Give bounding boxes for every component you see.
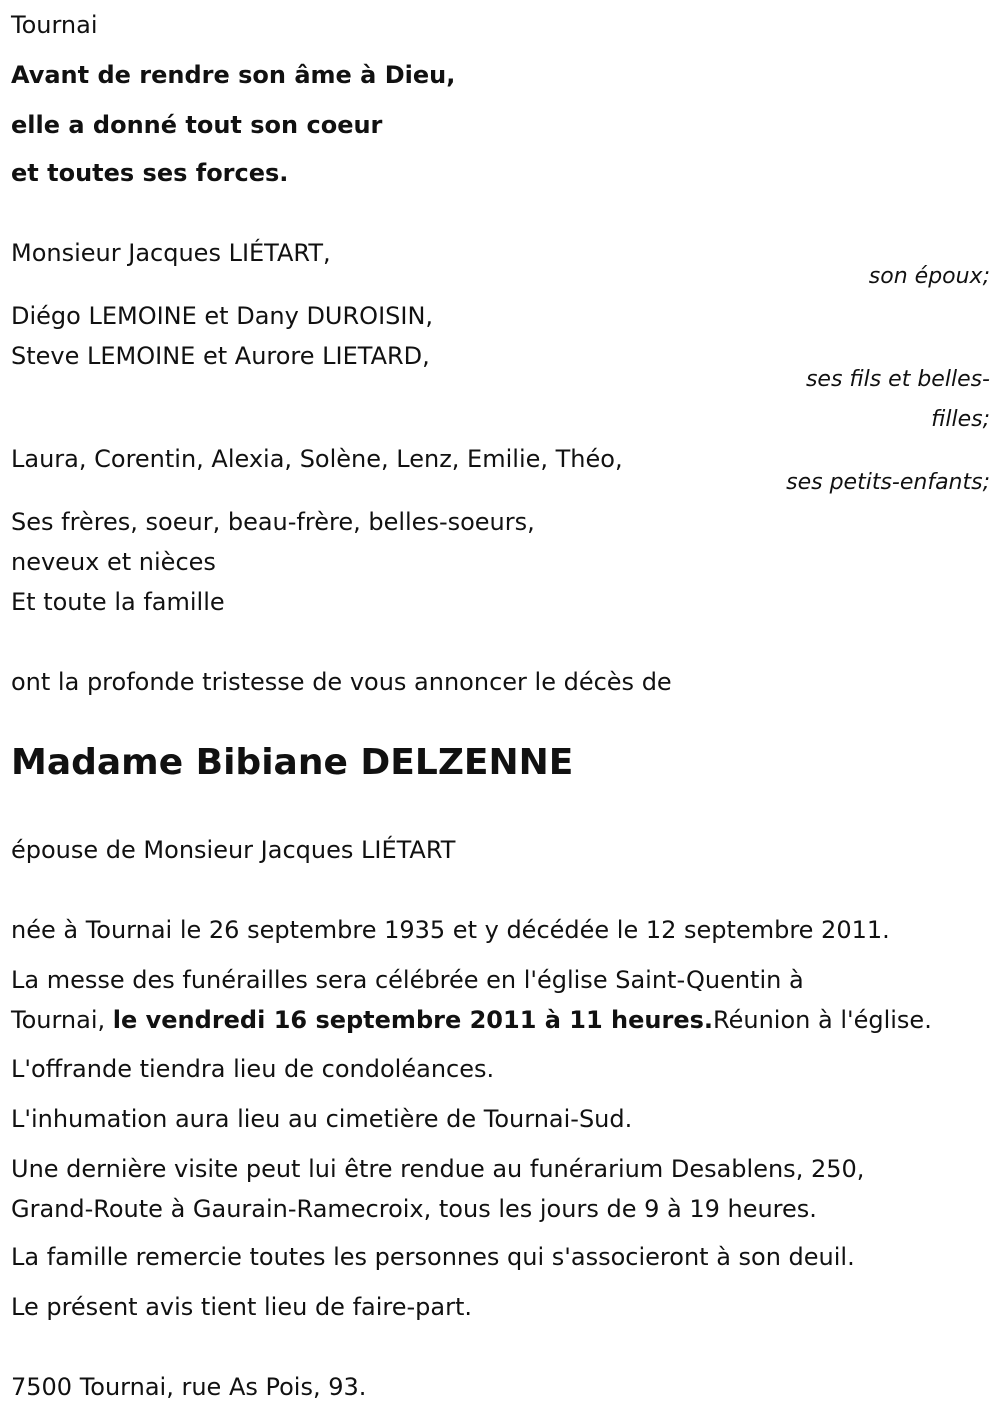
visit-line-2: Grand-Route à Gaurain-Ramecroix, tous les jours de 9 à 19 heures. <box>11 1195 817 1223</box>
visit-line-1: Une dernière visite peut lui être rendue au funérarium Desablens, 250, <box>11 1155 865 1183</box>
other-family-line-3: Et toute la famille <box>11 588 225 616</box>
other-family-line-1: Ses frères, soeur, beau-frère, belles-soeurs, <box>11 508 535 536</box>
verse-line-1: Avant de rendre son âme à Dieu, <box>11 61 456 89</box>
mass-date-time: le vendredi 16 septembre 2011 à 11 heures. <box>112 1006 714 1034</box>
inhumation-line: L'inhumation aura lieu au cimetière de Tournai-Sud. <box>11 1105 633 1133</box>
offrande-line: L'offrande tiendra lieu de condoléances. <box>11 1055 495 1083</box>
spouse-name: Monsieur Jacques LIÉTART, <box>11 239 331 267</box>
son-line-1: Diégo LEMOINE et Dany DUROISIN, <box>11 302 434 330</box>
mass-line-1: La messe des funérailles sera célébrée en l'église Saint-Quentin à <box>11 966 804 994</box>
birth-death-line: née à Tournai le 26 septembre 1935 et y décédée le 12 septembre 2011. <box>11 916 890 944</box>
mass-line-2 <box>11 1005 932 1035</box>
verse-line-2: elle a donné tout son coeur <box>11 111 383 139</box>
other-family-line-2: neveux et nièces <box>11 548 216 576</box>
sons-relation-line-1: ses fils et belles- <box>805 367 990 392</box>
spouse-line: épouse de Monsieur Jacques LIÉTART <box>11 836 456 864</box>
mass-line-2-start: Tournai, <box>11 1006 113 1034</box>
announcement: ont la profonde tristesse de vous annoncer le décès de <box>11 668 672 696</box>
address-line: 7500 Tournai, rue As Pois, 93. <box>11 1373 367 1401</box>
mass-line-2-end: Réunion à l'église. <box>713 1006 932 1034</box>
son-line-2: Steve LEMOINE et Aurore LIETARD, <box>11 342 430 370</box>
sons-relation-line-2: filles; <box>931 407 990 432</box>
deceased-name: Madame Bibiane DELZENNE <box>11 742 574 783</box>
verse-line-3: et toutes ses forces. <box>11 159 289 187</box>
grandchildren-relation: ses petits-enfants; <box>786 470 990 495</box>
notice-line: Le présent avis tient lieu de faire-part. <box>11 1293 473 1321</box>
spouse-relation: son époux; <box>868 264 990 289</box>
city-heading: Tournai <box>11 11 98 39</box>
thanks-line: La famille remercie toutes les personnes qui s'associeront à son deuil. <box>11 1243 855 1271</box>
grandchildren-names: Laura, Corentin, Alexia, Solène, Lenz, Emilie, Théo, <box>11 445 623 473</box>
